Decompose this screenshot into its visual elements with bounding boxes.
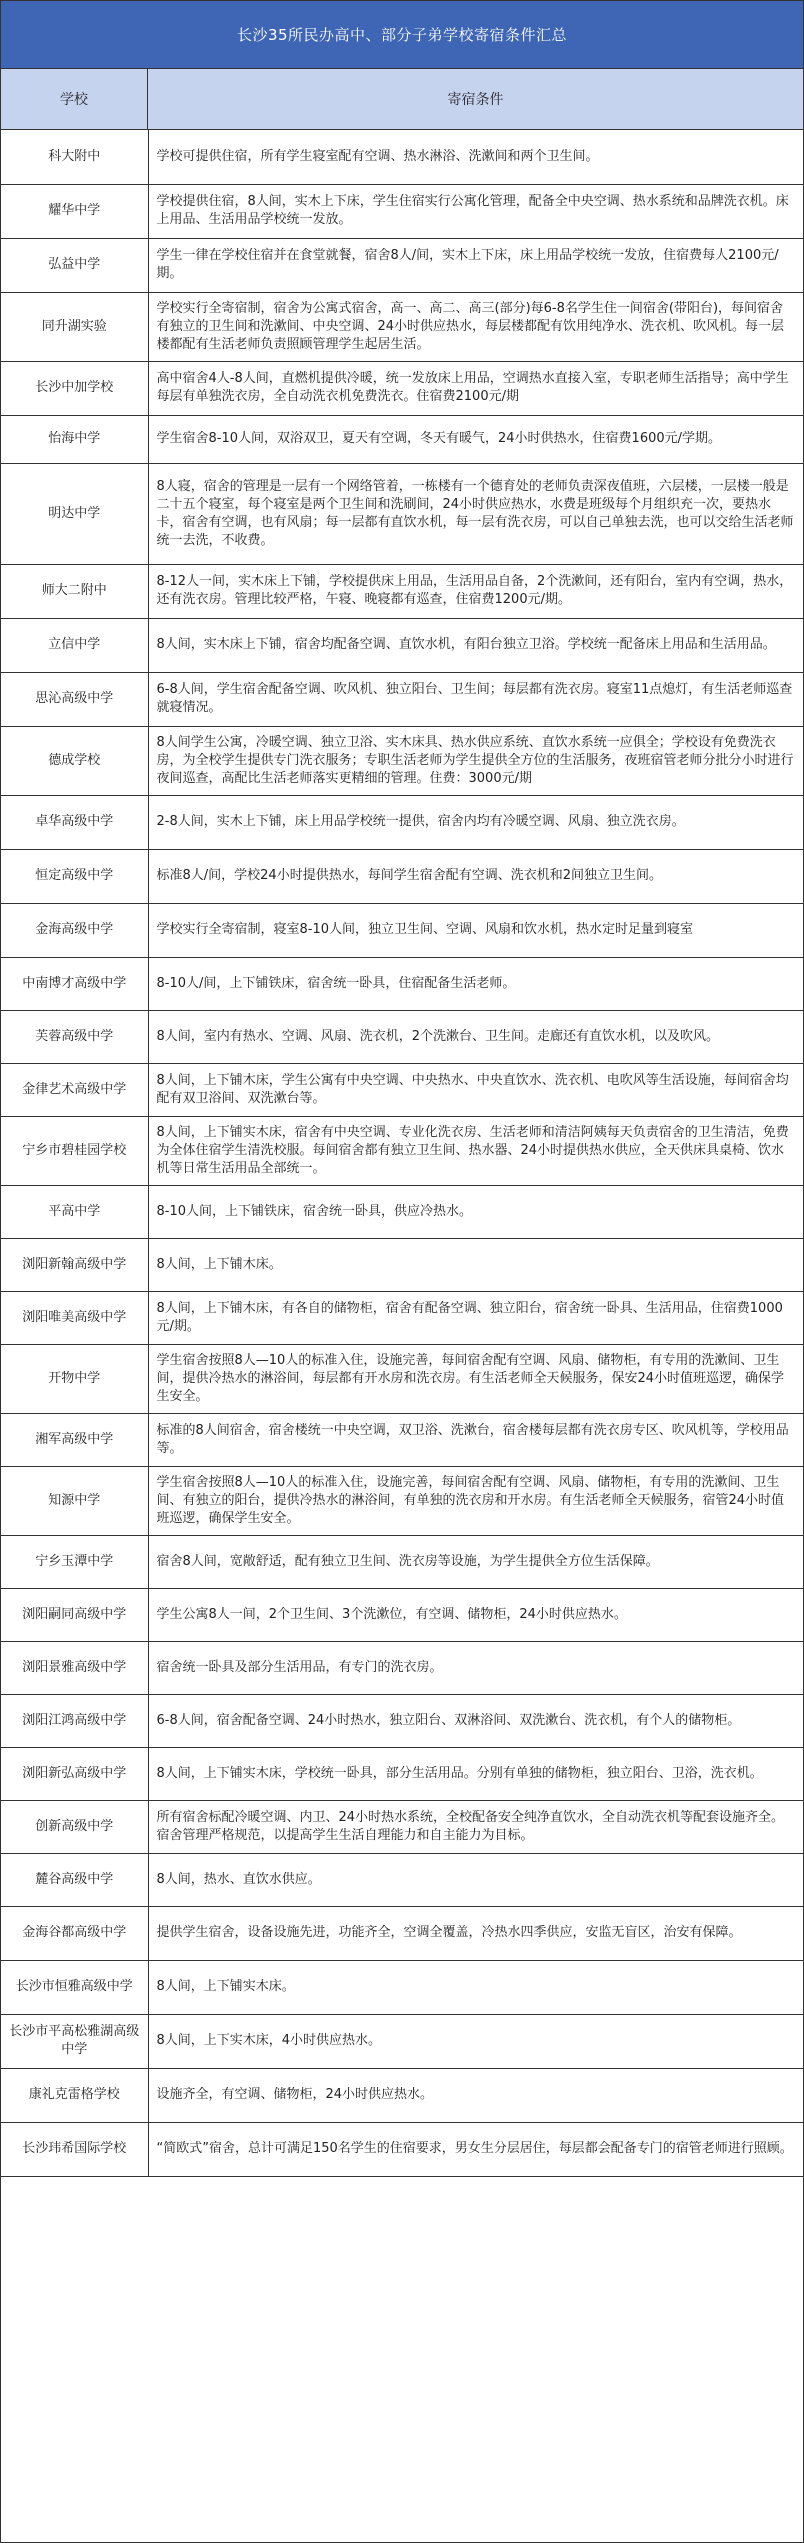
boarding-conditions: 8人间学生公寓，冷暖空调、独立卫浴、实木床具、热水供应系统、直饮水系统一应俱全；学校设有免费洗衣房，为全校学生提供专门洗衣服务；专职生活老师为学生提供全方位的生活服务，夜班宿管老师分批分小时进行夜间巡查，高配比生活老师落实更精细的管理。住费：3000元/期 [148, 726, 803, 795]
school-name: 浏阳新翰高级中学 [1, 1238, 148, 1291]
boarding-conditions: 学生宿舍按照8人—10人的标准入住，设施完善，每间宿舍配有空调、风扇、储物柜，有专用的洗漱间、卫生间，提供冷热水的淋浴间，每层都有开水房和洗衣房。有生活老师全天候服务，保安24小时值班巡逻，确保学生安全。 [148, 1344, 803, 1413]
school-name: 中南博才高级中学 [1, 957, 148, 1010]
school-name: 科大附中 [1, 130, 148, 184]
table-row [1, 2014, 803, 2068]
school-name: 平高中学 [1, 1185, 148, 1238]
table-row [1, 1238, 803, 1291]
table-row [1, 903, 803, 957]
school-name: 明达中学 [1, 463, 148, 564]
table-row [1, 184, 803, 238]
school-name: 长沙中加学校 [1, 361, 148, 415]
boarding-conditions: 学生公寓8人一间，2个卫生间、3个洗漱位，有空调、储物柜，24小时供应热水。 [148, 1588, 803, 1641]
school-name: 宁乡市碧桂园学校 [1, 1116, 148, 1185]
table-row [1, 1010, 803, 1063]
boarding-conditions: 8人间，实木床上下铺，宿舍均配备空调、直饮水机，有阳台独立卫浴。学校统一配备床上用品和生活用品。 [148, 618, 803, 672]
boarding-conditions: 8人间，上下铺木床，有各自的储物柜，宿舍有配备空调、独立阳台，宿舍统一卧具、生活用品，住宿费1000元/期。 [148, 1291, 803, 1344]
school-name: 浏阳江鸿高级中学 [1, 1694, 148, 1747]
boarding-conditions: 设施齐全，有空调、储物柜，24小时供应热水。 [148, 2068, 803, 2122]
table-row [1, 1535, 803, 1588]
boarding-conditions: 标准8人/间，学校24小时提供热水，每间学生宿舍配有空调、洗衣机和2间独立卫生间。 [148, 849, 803, 903]
school-name: 弘益中学 [1, 238, 148, 292]
school-name: 思沁高级中学 [1, 672, 148, 726]
boarding-conditions: 8人间，上下铺实木床，宿舍有中央空调、专业化洗衣房、生活老师和清洁阿姨每天负责宿舍的卫生清洁，免费为全体住宿学生清洗校服。每间宿舍都有独立卫生间、热水器、24小时提供热水供应，全天供床具桌椅、饮水机等日常生活用品全部统一。 [148, 1116, 803, 1185]
boarding-conditions: 8人间，上下铺木床，学生公寓有中央空调、中央热水、中央直饮水、洗衣机、电吹风等生活设施，每间宿舍均配有双卫浴间、双洗漱台等。 [148, 1063, 803, 1116]
boarding-conditions: 8人间，上下铺木床。 [148, 1238, 803, 1291]
boarding-conditions: 高中宿舍4人-8人间，直燃机提供冷暖，统一发放床上用品，空调热水直接入室，专职老师生活指导；高中学生每层有单独洗衣房，全自动洗衣机免费洗衣。住宿费2100元/期 [148, 361, 803, 415]
table-row [1, 1185, 803, 1238]
boarding-conditions: 8-10人间，上下铺铁床，宿舍统一卧具，供应冷热水。 [148, 1185, 803, 1238]
school-name: 师大二附中 [1, 564, 148, 618]
school-name: 卓华高级中学 [1, 795, 148, 849]
table-row [1, 1466, 803, 1535]
table-row [1, 238, 803, 292]
school-name: 宁乡玉潭中学 [1, 1535, 148, 1588]
boarding-conditions: 6-8人间，学生宿舍配备空调、吹风机、独立阳台、卫生间；每层都有洗衣房。寝室11点熄灯，有生活老师巡查就寝情况。 [148, 672, 803, 726]
school-name: 耀华中学 [1, 184, 148, 238]
table-row [1, 1291, 803, 1344]
boarding-conditions: 学校提供住宿，8人间，实木上下床，学生住宿实行公寓化管理，配备全中央空调、热水系统和品牌洗衣机。床上用品、生活用品学校统一发放。 [148, 184, 803, 238]
school-name: 浏阳新弘高级中学 [1, 1747, 148, 1800]
table-header [1, 68, 803, 130]
table-row [1, 1960, 803, 2014]
table-row [1, 130, 803, 184]
boarding-conditions: 学生一律在学校住宿并在食堂就餐，宿舍8人/间，实木上下床，床上用品学校统一发放，住宿费每人2100元/期。 [148, 238, 803, 292]
school-name: 知源中学 [1, 1466, 148, 1535]
table-row [1, 1800, 803, 1853]
school-name: 同升湖实验 [1, 292, 148, 361]
table-row [1, 1641, 803, 1694]
table-row [1, 1063, 803, 1116]
school-name: 金海高级中学 [1, 903, 148, 957]
boarding-conditions: 8人间，上下铺实木床，学校统一卧具，部分生活用品。分别有单独的储物柜，独立阳台、卫浴，洗衣机。 [148, 1747, 803, 1800]
boarding-conditions: 8人间，上下铺实木床。 [148, 1960, 803, 2014]
boarding-conditions: 学生宿舍按照8人—10人的标准入住，设施完善，每间宿舍配有空调、风扇、储物柜，有专用的洗漱间、卫生间、有独立的阳台，提供冷热水的淋浴间，有单独的洗衣房和开水房。有生活老师全天候服务，宿管24小时值班巡逻，确保学生安全。 [148, 1466, 803, 1535]
table-row [1, 1588, 803, 1641]
school-name: 怡海中学 [1, 415, 148, 463]
header-school: 学校 [1, 69, 148, 129]
school-name: 芙蓉高级中学 [1, 1010, 148, 1063]
school-name: 金律艺术高级中学 [1, 1063, 148, 1116]
school-name: 开物中学 [1, 1344, 148, 1413]
header-conditions: 寄宿条件 [447, 92, 504, 108]
boarding-conditions: 8人间，上下实木床，4小时供应热水。 [148, 2014, 803, 2068]
school-name: 浏阳唯美高级中学 [1, 1291, 148, 1344]
school-name: 金海谷都高级中学 [1, 1906, 148, 1960]
boarding-conditions: 8人间，室内有热水、空调、风扇、洗衣机，2个洗漱台、卫生间。走廊还有直饮水机，以及吹风。 [148, 1010, 803, 1063]
school-name: 湘军高级中学 [1, 1413, 148, 1466]
table-row [1, 672, 803, 726]
school-name: 长沙玮希国际学校 [1, 2122, 148, 2176]
boarding-conditions: “简欧式”宿舍，总计可满足150名学生的住宿要求，男女生分层居住，每层都会配备专门的宿管老师进行照顾。 [148, 2122, 803, 2176]
table-row [1, 463, 803, 564]
table-row [1, 1747, 803, 1800]
boarding-conditions: 8人寝，宿舍的管理是一层有一个网络管着，一栋楼有一个德育处的老师负责深夜值班，六层楼，一层楼一般是二十五个寝室，每个寝室是两个卫生间和洗刷间，24小时供应热水，水费是班级每个月组织充一次，要热水卡，宿舍有空调，也有风扇；每一层都有直饮水机，每一层有洗衣房，可以自己单独去洗，也可以交给生活老师统一去洗，不收费。 [148, 463, 803, 564]
table-row [1, 1694, 803, 1747]
boarding-conditions: 标准的8人间宿舍，宿舍楼统一中央空调，双卫浴、洗漱台，宿舍楼每层都有洗衣房专区、吹风机等，学校用品等。 [148, 1413, 803, 1466]
school-name: 立信中学 [1, 618, 148, 672]
boarding-conditions: 8-10人/间，上下铺铁床，宿舍统一卧具，住宿配备生活老师。 [148, 957, 803, 1010]
table-row [1, 292, 803, 361]
table-row [1, 1344, 803, 1413]
boarding-conditions: 学校可提供住宿，所有学生寝室配有空调、热水淋浴、洗漱间和两个卫生间。 [148, 130, 803, 184]
school-name: 康礼克雷格学校 [1, 2068, 148, 2122]
boarding-conditions: 8人间，热水、直饮水供应。 [148, 1853, 803, 1906]
table-row [1, 618, 803, 672]
table-row [1, 1413, 803, 1466]
table-row [1, 415, 803, 463]
boarding-table [1, 130, 803, 2177]
school-name: 长沙市恒雅高级中学 [1, 1960, 148, 2014]
school-name: 浏阳景雅高级中学 [1, 1641, 148, 1694]
boarding-conditions: 宿舍统一卧具及部分生活用品，有专门的洗衣房。 [148, 1641, 803, 1694]
school-name: 恒定高级中学 [1, 849, 148, 903]
school-name: 创新高级中学 [1, 1800, 148, 1853]
table-row [1, 361, 803, 415]
table-row [1, 1116, 803, 1185]
table-row [1, 849, 803, 903]
boarding-conditions: 所有宿舍标配冷暖空调、内卫、24小时热水系统，全校配备安全纯净直饮水，全自动洗衣机等配套设施齐全。宿舍管理严格规范，以提高学生生活自理能力和自主能力为目标。 [148, 1800, 803, 1853]
table-row [1, 1853, 803, 1906]
school-name: 德成学校 [1, 726, 148, 795]
school-name: 浏阳嗣同高级中学 [1, 1588, 148, 1641]
table-row [1, 726, 803, 795]
boarding-conditions: 2-8人间，实木上下铺，床上用品学校统一提供，宿舍内均有冷暖空调、风扇、独立洗衣房。 [148, 795, 803, 849]
boarding-conditions: 6-8人间，宿舍配备空调、24小时热水，独立阳台、双淋浴间、双洗漱台、洗衣机，有个人的储物柜。 [148, 1694, 803, 1747]
boarding-conditions: 学校实行全寄宿制，寝室8-10人间，独立卫生间、空调、风扇和饮水机，热水定时足量到寝室 [148, 903, 803, 957]
school-name: 麓谷高级中学 [1, 1853, 148, 1906]
table-row [1, 564, 803, 618]
page-title: 长沙35所民办高中、部分子弟学校寄宿条件汇总 [1, 1, 803, 68]
boarding-conditions: 学生宿舍8-10人间，双浴双卫，夏天有空调，冬天有暖气，24小时供热水，住宿费1600元/学期。 [148, 415, 803, 463]
table-row [1, 795, 803, 849]
boarding-conditions: 8-12人一间，实木床上下铺，学校提供床上用品，生活用品自备，2个洗漱间，还有阳台，室内有空调，热水，还有洗衣房。管理比较严格，午寝、晚寝都有巡查，住宿费1200元/期。 [148, 564, 803, 618]
table-row [1, 2068, 803, 2122]
table-row [1, 2122, 803, 2176]
boarding-conditions: 宿舍8人间，宽敞舒适，配有独立卫生间、洗衣房等设施，为学生提供全方位生活保障。 [148, 1535, 803, 1588]
boarding-conditions: 学校实行全寄宿制，宿舍为公寓式宿舍，高一、高二、高三(部分)每6-8名学生住一间宿舍(带阳台)，每间宿舍有独立的卫生间和洗漱间、中央空调、24小时供应热水，每层楼都配有饮用纯净水、洗衣机、吹风机。每一层楼都配有生活老师负责照顾管理学生起居生活。 [148, 292, 803, 361]
boarding-conditions: 提供学生宿舍，设备设施先进，功能齐全，空调全覆盖，冷热水四季供应，安监无盲区，治安有保障。 [148, 1906, 803, 1960]
table-row [1, 1906, 803, 1960]
school-name: 长沙市平高松雅湖高级中学 [1, 2014, 148, 2068]
table-row [1, 957, 803, 1010]
